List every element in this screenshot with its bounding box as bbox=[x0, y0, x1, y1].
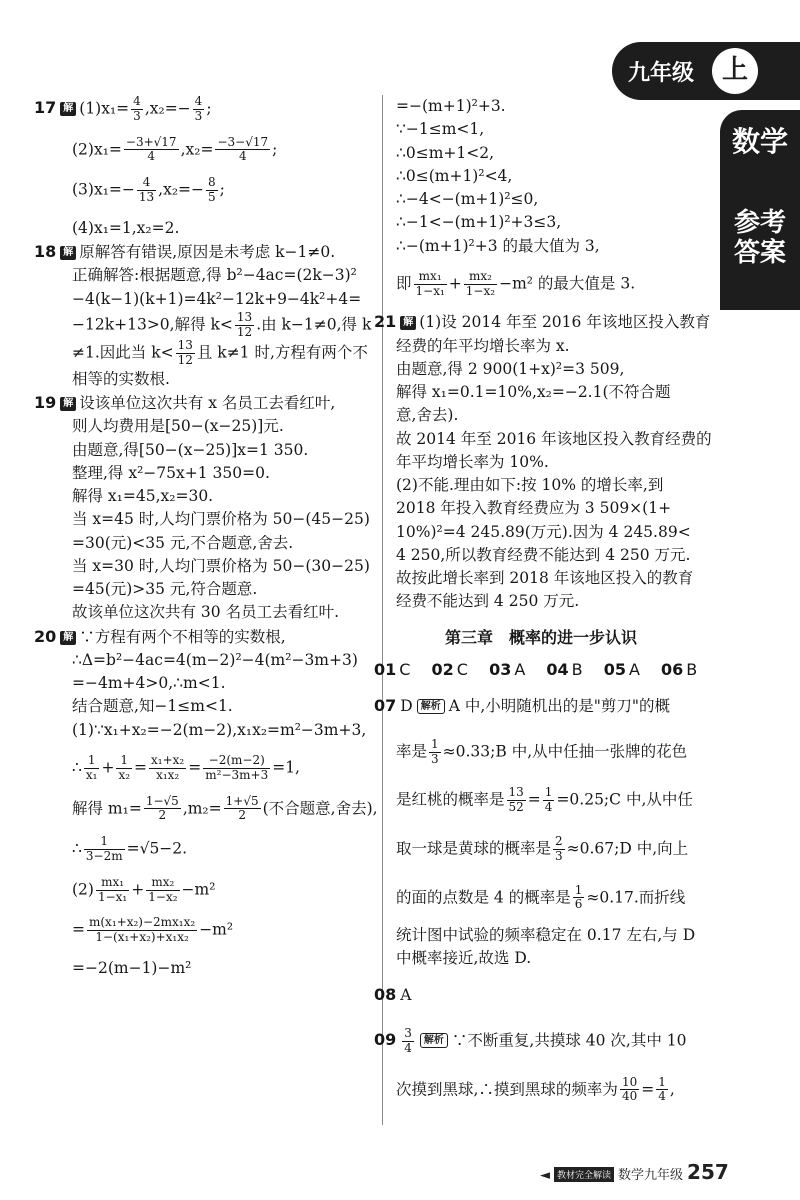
right-column bbox=[374, 95, 712, 1104]
question-number: 08 bbox=[374, 984, 397, 1004]
text: 故该单位这次共有 30 名员工去看红叶. bbox=[72, 603, 340, 622]
text: ≠1.因此当 k< bbox=[72, 343, 174, 362]
text: 率是 bbox=[396, 742, 428, 761]
text: (1)x₁= bbox=[79, 99, 130, 118]
fraction: $\frac{\text{m(x₁+x₂)−2mx₁x₂}}{\text{1−(x₁+x₂)+x₁x₂}}$ bbox=[89, 915, 196, 945]
fraction: $\frac{\text{x₁+x₂}}{\text{x₁x₂}}$ bbox=[151, 752, 185, 782]
text: 由题意,得 2 900(1+x)²=3 509, bbox=[396, 359, 625, 378]
arrow-left-icon: ◄ bbox=[540, 1168, 550, 1183]
text: =−(m+1)²+3. bbox=[396, 97, 506, 115]
text: 当 x=30 时,人均门票价格为 50−(30−25) bbox=[72, 556, 370, 575]
text: 10%)²=4 245.89(万元).因为 4 245.89< bbox=[396, 522, 691, 541]
text: 解得 m₁= bbox=[72, 798, 142, 817]
text: ,x₂=− bbox=[144, 99, 191, 118]
text: −4(k−1)(k+1)=4k²−12k+9−4k²+4= bbox=[72, 289, 362, 308]
answer-row bbox=[374, 658, 708, 682]
text: ; bbox=[219, 180, 225, 199]
fraction: $\frac{13}{52}$ bbox=[508, 785, 524, 815]
question-number: 21 bbox=[374, 312, 397, 332]
chapter-3 bbox=[374, 626, 708, 1105]
text: (3)x₁=− bbox=[72, 180, 135, 199]
question-21 bbox=[374, 310, 712, 613]
text: ≈0.33;B 中,从中任抽一张牌的花色 bbox=[442, 742, 688, 761]
answer: A bbox=[400, 985, 412, 1004]
question-number: 17 bbox=[34, 98, 57, 118]
grade-label: 九年级 bbox=[628, 61, 695, 86]
fraction: $\frac{2}{3}$ bbox=[555, 834, 563, 863]
text: ∴ bbox=[72, 758, 82, 777]
side-tab bbox=[720, 110, 800, 310]
text: .由 k−1≠0,得 k bbox=[256, 315, 372, 334]
text: 即 bbox=[396, 274, 412, 293]
text: 则人均费用是[50−(x−25)]元. bbox=[72, 417, 284, 436]
text: =1, bbox=[272, 758, 300, 777]
text: =30(元)<35 元,不合题意,舍去. bbox=[72, 533, 294, 552]
fraction: $\frac{4}{13}$ bbox=[138, 175, 155, 204]
text: 统计图中试验的频率稳定在 0.17 左右,与 D bbox=[396, 926, 696, 945]
text: (2)不能.理由如下:按 10% 的增长率,到 bbox=[396, 476, 664, 495]
question-08 bbox=[374, 983, 708, 1007]
text: = bbox=[188, 758, 202, 777]
fraction: $\frac{10}{40}$ bbox=[621, 1074, 638, 1104]
text: ∴−(m+1)²+3 的最大值为 3, bbox=[396, 236, 600, 255]
text: 经费不能达到 4 250 万元. bbox=[396, 592, 580, 611]
question-number: 07 bbox=[374, 695, 397, 715]
text: 经费的年平均增长率为 x. bbox=[396, 336, 570, 355]
publisher-label: 教材完全解读 bbox=[554, 1167, 614, 1182]
text: 由题意,得[50−(x−25)]x=1 350. bbox=[72, 440, 309, 459]
question-18 bbox=[34, 240, 374, 391]
left-column bbox=[34, 94, 378, 980]
text: 4 250,所以教育经费不能达到 4 250 万元. bbox=[396, 545, 691, 564]
text: ≈0.67;D 中,向上 bbox=[566, 839, 689, 858]
text: =0.25;C 中,从中任 bbox=[556, 790, 693, 809]
text: ∴0≤m+1<2, bbox=[396, 143, 495, 162]
text: 当 x=45 时,人均门票价格为 50−(45−25) bbox=[72, 510, 370, 529]
text: (2) bbox=[72, 880, 94, 899]
text: ∴−4<−(m+1)²≤0, bbox=[396, 190, 539, 208]
text: (4)x₁=1,x₂=2. bbox=[72, 218, 180, 237]
answer: A bbox=[628, 659, 640, 679]
fraction: $\frac{1}{\text{x₂}}$ bbox=[118, 752, 131, 782]
text: 是红桃的概率是 bbox=[396, 790, 505, 809]
fraction: $\frac{1-√5}{2}$ bbox=[145, 793, 179, 823]
question-number: 03 bbox=[489, 659, 512, 679]
question-number: 05 bbox=[603, 659, 626, 679]
answer: C bbox=[456, 659, 468, 679]
fraction: $\frac{\text{mx₁}}{\text{1−x₁}}$ bbox=[415, 268, 445, 298]
subject-grade-label: 数学九年级 bbox=[618, 1168, 684, 1183]
fraction: $\frac{1}{3}$ bbox=[431, 736, 439, 766]
text: 结合题意,知−1≤m<1. bbox=[72, 697, 233, 716]
answer: A bbox=[514, 659, 526, 679]
solution-badge: 解 bbox=[60, 631, 76, 645]
text: 的面的点数是 4 的概率是 bbox=[396, 887, 571, 906]
answer-fraction: $\frac{3}{4}$ bbox=[404, 1025, 412, 1055]
grade-tab bbox=[612, 42, 800, 100]
question-09 bbox=[374, 1027, 708, 1104]
text: −12k+13>0,解得 k< bbox=[72, 315, 233, 334]
question-07 bbox=[374, 694, 708, 971]
text: 2018 年投入教育经费应为 3 509×(1+ bbox=[396, 499, 672, 518]
text: (不合题意,舍去), bbox=[262, 798, 378, 817]
answer: D bbox=[400, 696, 413, 715]
text: ∴−1<−(m+1)²+3≤3, bbox=[396, 213, 562, 232]
text: ∴ bbox=[72, 839, 82, 858]
fraction: $\frac{-3+√17}{4}$ bbox=[125, 134, 177, 164]
text: ; bbox=[206, 99, 212, 118]
solution-badge: 解 bbox=[60, 246, 76, 260]
solution-badge: 解 bbox=[60, 397, 76, 411]
text: ∵不断重复,共摸球 40 次,其中 10 bbox=[451, 1031, 687, 1050]
text: = bbox=[527, 790, 541, 809]
fraction: $\frac{-2(m-2)}{\text{m²−3m+3}}$ bbox=[205, 752, 269, 782]
volume-label: 上 bbox=[712, 48, 758, 94]
text: 解得 x₁=0.1=10%,x₂=−2.1(不符合题 bbox=[396, 383, 671, 402]
page-number: 257 bbox=[687, 1160, 729, 1184]
fraction: $\frac{-3-√17}{4}$ bbox=[217, 134, 269, 164]
text: =−4m+4>0,∴m<1. bbox=[72, 674, 226, 693]
text: + bbox=[101, 758, 115, 777]
text: ∵方程有两个不相等的实数根, bbox=[79, 627, 286, 646]
fraction: $\frac{1}{3-2m}$ bbox=[85, 834, 123, 863]
text: 意,舍去). bbox=[396, 406, 459, 425]
fraction: $\frac{1+√5}{2}$ bbox=[225, 793, 259, 823]
text: 相等的实数根. bbox=[72, 369, 170, 388]
question-17 bbox=[34, 95, 374, 240]
text: 次摸到黑球,∴摸到黑球的频率为 bbox=[396, 1079, 618, 1098]
text: ∴Δ=b²−4ac=4(m−2)²−4(m²−3m+3) bbox=[72, 650, 358, 669]
text: −m² 的最大值是 3. bbox=[499, 274, 636, 293]
question-number: 01 bbox=[374, 659, 397, 679]
text: = bbox=[72, 920, 85, 939]
text: 取一球是黄球的概率是 bbox=[396, 839, 552, 858]
text: (1)∵x₁+x₂=−2(m−2),x₁x₂=m²−3m+3, bbox=[72, 720, 367, 739]
text: =45(元)>35 元,符合题意. bbox=[72, 580, 258, 599]
question-19 bbox=[34, 391, 374, 625]
fraction: $\frac{8}{5}$ bbox=[208, 175, 216, 204]
text: 原解答有错误,原因是未考虑 k−1≠0. bbox=[79, 243, 336, 262]
text: + bbox=[448, 274, 462, 293]
text: 正确解答:根据题意,得 b²−4ac=(2k−3)² bbox=[72, 266, 357, 285]
text: ; bbox=[272, 139, 278, 158]
section-label: 参考答案 bbox=[733, 208, 786, 268]
text: ∵−1≤m<1, bbox=[396, 120, 485, 139]
answer: B bbox=[571, 659, 583, 679]
text: =−2(m−1)−m² bbox=[72, 958, 192, 977]
text: = bbox=[134, 758, 148, 777]
text: 中概率接近,故选 D. bbox=[396, 949, 532, 968]
answer: B bbox=[686, 659, 698, 679]
text: −m² bbox=[181, 880, 216, 899]
solution-badge: 解 bbox=[60, 102, 76, 116]
text: (1)设 2014 年至 2016 年该地区投入教育 bbox=[419, 313, 711, 332]
fraction: $\frac{1}{6}$ bbox=[574, 882, 583, 912]
text: −m² bbox=[199, 920, 234, 939]
fraction: $\frac{1}{4}$ bbox=[658, 1074, 666, 1104]
answer: C bbox=[399, 659, 411, 679]
chapter-title: 第三章 概率的进一步认识 bbox=[444, 627, 637, 647]
question-number: 06 bbox=[661, 659, 684, 679]
text: + bbox=[131, 880, 145, 899]
text: ≈0.17.而折线 bbox=[586, 887, 686, 906]
fraction: $\frac{\text{mx₂}}{\text{1−x₂}}$ bbox=[148, 874, 178, 904]
text: , bbox=[669, 1079, 675, 1098]
text: 年平均增长率为 10%. bbox=[396, 452, 549, 471]
question-number: 04 bbox=[546, 659, 569, 679]
page-footer bbox=[540, 1160, 729, 1184]
text: (2)x₁= bbox=[72, 139, 122, 158]
fraction: $\frac{13}{12}$ bbox=[177, 338, 193, 368]
analysis-badge: 解析 bbox=[417, 699, 445, 714]
question-number: 09 bbox=[374, 1030, 397, 1050]
text: ,m₂= bbox=[182, 798, 222, 817]
text: 设该单位这次共有 x 名员工去看红叶, bbox=[79, 394, 336, 413]
question-20-continued bbox=[396, 95, 708, 298]
text: A 中,小明随机出的是"剪刀"的概 bbox=[448, 696, 671, 715]
question-number: 19 bbox=[34, 393, 57, 413]
fraction: $\frac{1}{4}$ bbox=[544, 785, 553, 815]
text: 故 2014 年至 2016 年该地区投入教育经费的 bbox=[396, 429, 712, 448]
question-number: 02 bbox=[431, 659, 454, 679]
text: 整理,得 x²−75x+1 350=0. bbox=[72, 463, 270, 482]
analysis-badge: 解析 bbox=[420, 1033, 448, 1048]
fraction: $\frac{\text{mx₂}}{\text{1−x₂}}$ bbox=[465, 268, 496, 298]
question-20 bbox=[34, 625, 378, 980]
solution-badge: 解 bbox=[400, 316, 416, 330]
text: ,x₂= bbox=[180, 139, 214, 158]
fraction: $\frac{13}{12}$ bbox=[236, 309, 253, 339]
fraction: $\frac{4}{3}$ bbox=[194, 94, 203, 123]
text: =√5−2. bbox=[126, 839, 188, 858]
fraction: $\frac{1}{\text{x₁}}$ bbox=[85, 752, 98, 782]
fraction: $\frac{4}{3}$ bbox=[133, 94, 141, 123]
fraction: $\frac{\text{mx₁}}{\text{1−x₁}}$ bbox=[97, 874, 128, 904]
text: = bbox=[641, 1079, 655, 1098]
text: ∴0≤(m+1)²<4, bbox=[396, 166, 513, 185]
question-number: 20 bbox=[34, 626, 57, 646]
text: 解得 x₁=45,x₂=30. bbox=[72, 487, 214, 506]
text: 故按此增长率到 2018 年该地区投入的教育 bbox=[396, 569, 694, 588]
subject-label: 数学 bbox=[732, 125, 789, 158]
text: ,x₂=− bbox=[158, 180, 205, 199]
question-number: 18 bbox=[34, 242, 57, 262]
text: 且 k≠1 时,方程有两个不 bbox=[196, 343, 368, 362]
